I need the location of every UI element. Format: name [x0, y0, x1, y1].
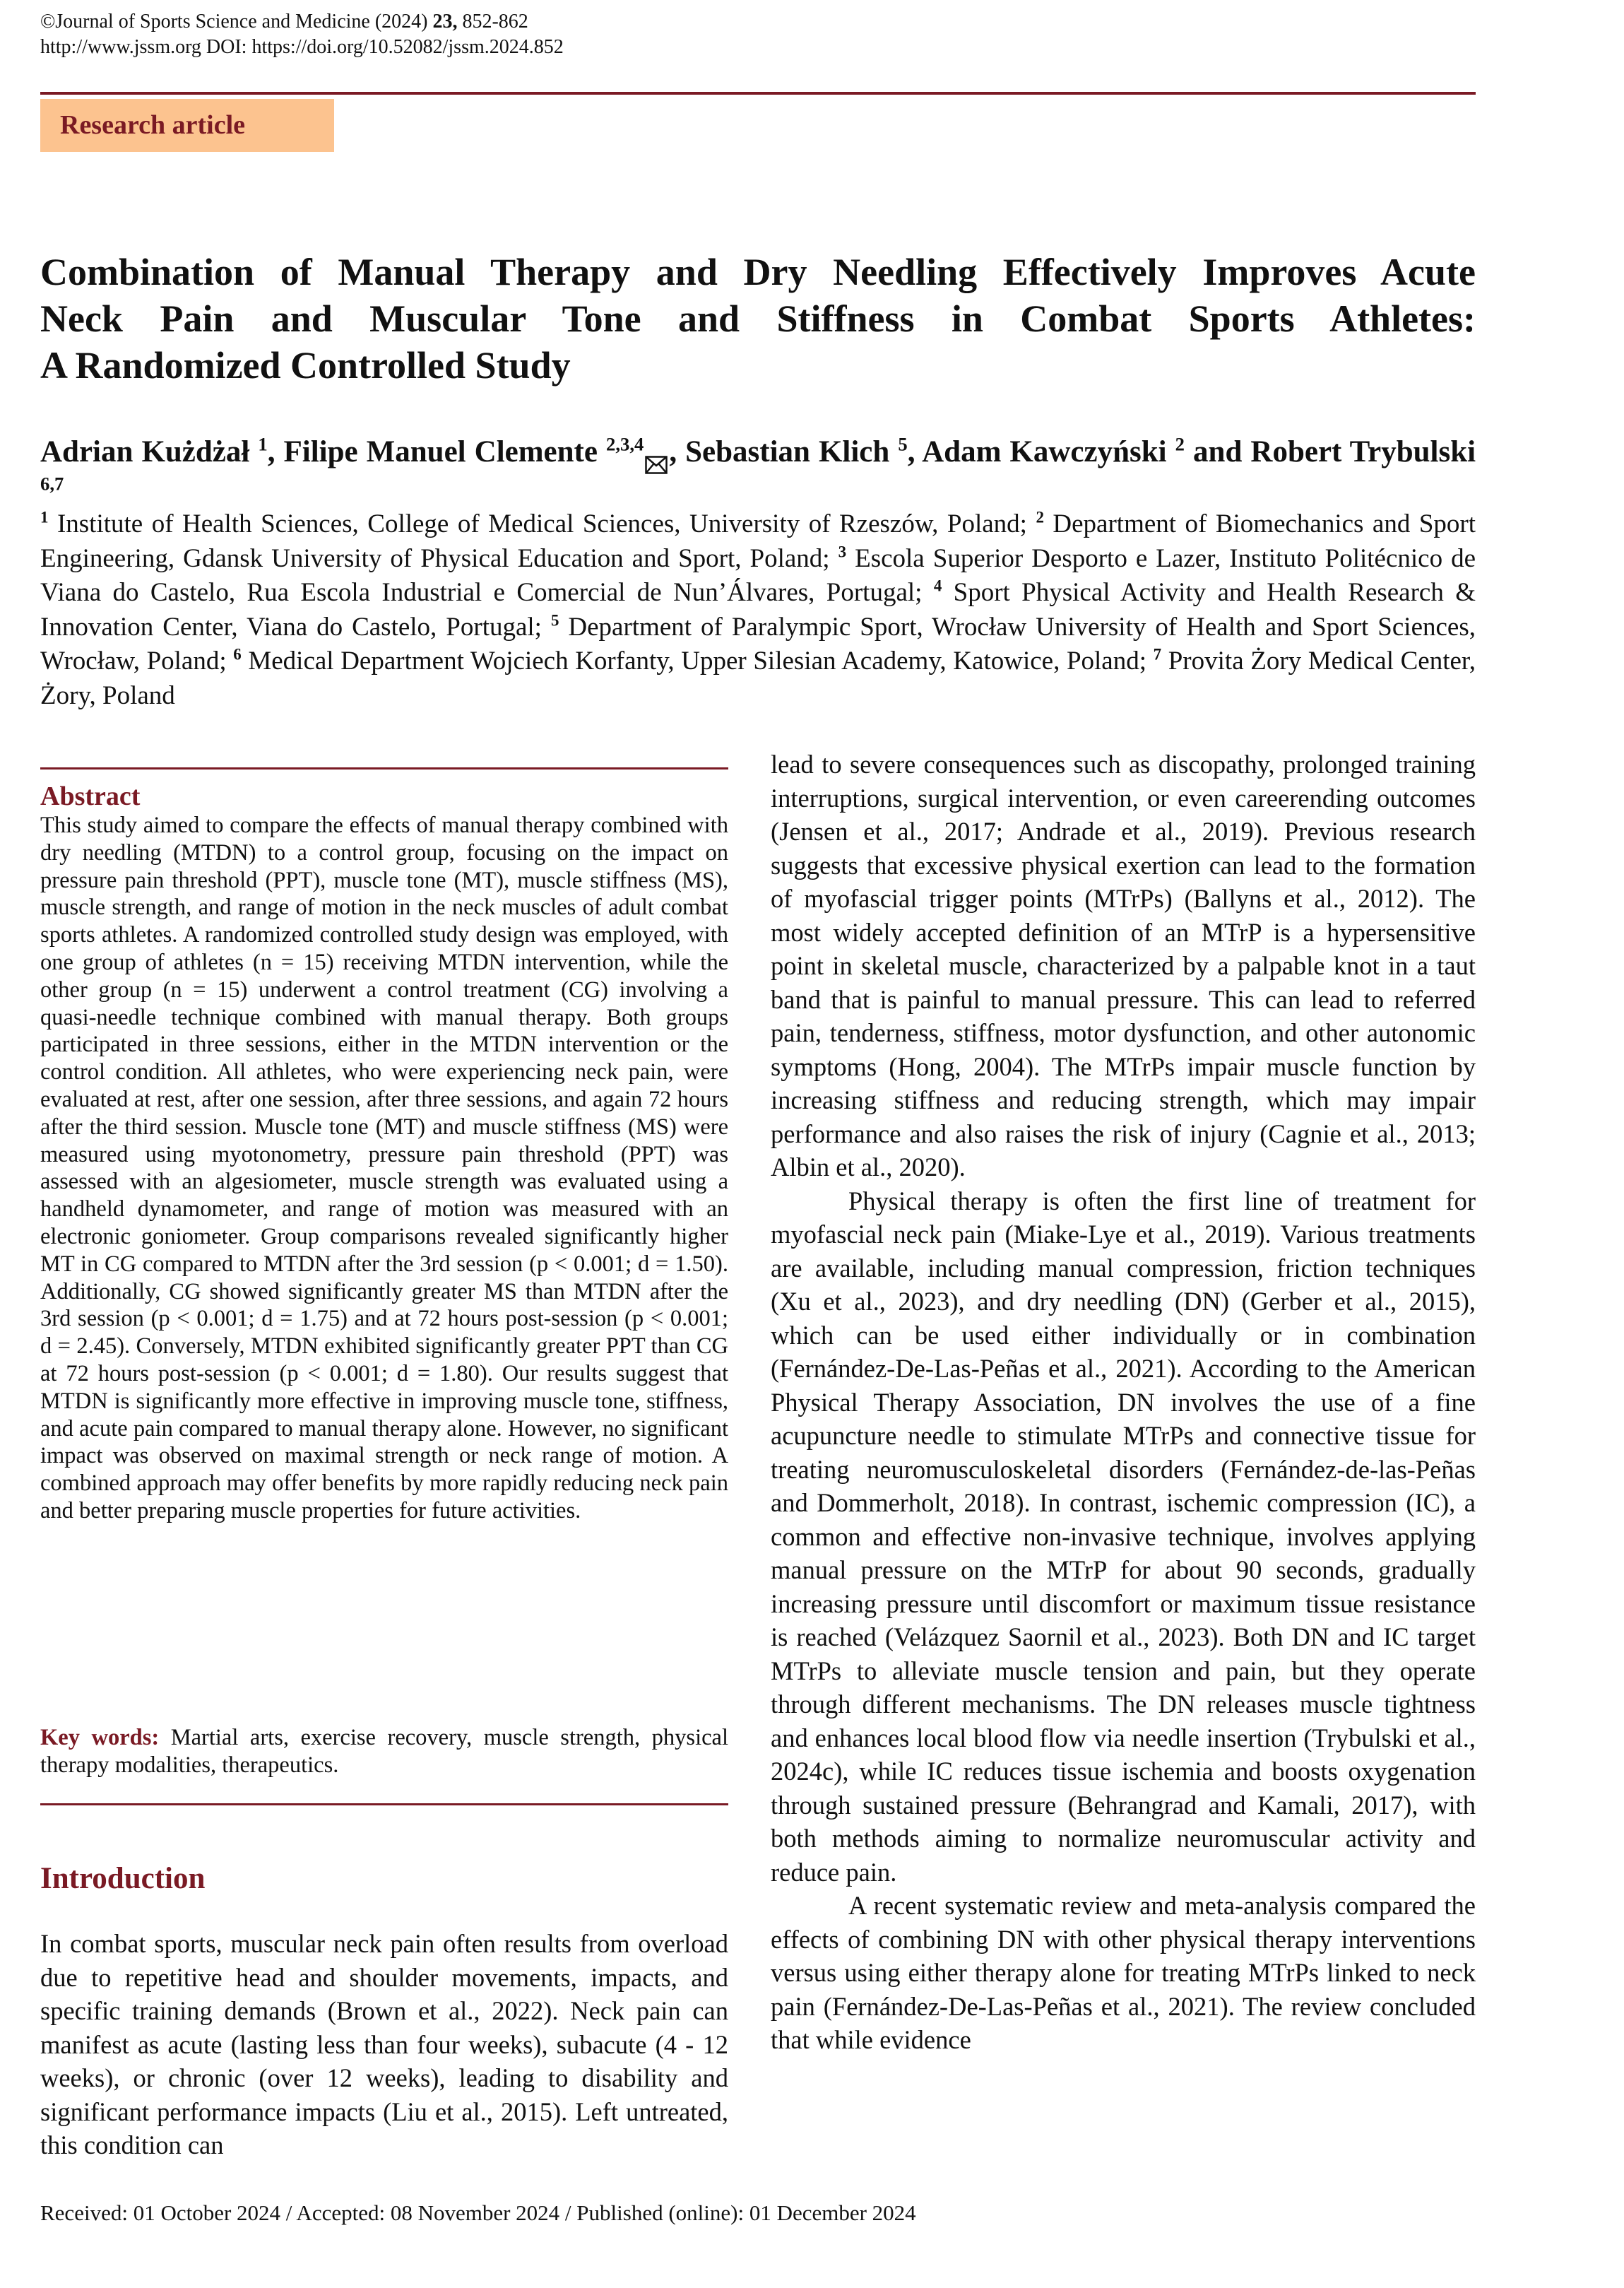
affiliation-mark: 7 — [1153, 645, 1162, 664]
title-line: Combination of Manual Therapy and Dry Needling Effectively Improves Acute — [40, 251, 1476, 293]
author-name: Filipe Manuel Clemente — [283, 435, 598, 468]
publication-dates: Received: 01 October 2024 / Accepted: 08 November 2024 / Published (online): 01 December 2024 — [40, 2200, 916, 2225]
journal-pages: 852-862 — [457, 11, 528, 33]
title-line: A Randomized Controlled Study — [40, 344, 571, 387]
affiliation-text: Provita Żory Medical Center, Żory, Poland — [40, 647, 1476, 710]
author-affiliation-mark: 1 — [258, 433, 268, 455]
affiliation-text: Escola Superior Desporto e Lazer, Instituto Politécnico de Viana do Castelo, Rua Escola Industrial e Comercial de Nun’Álvares, Portugal; — [40, 543, 1476, 607]
keywords-label: Key words: — [40, 1725, 160, 1750]
affiliation-mark: 5 — [550, 611, 559, 630]
abstract-section — [40, 781, 728, 1525]
keywords-text: Martial arts, exercise recovery, muscle strength, physical therapy modalities, therapeutics. — [40, 1725, 728, 1778]
affiliation-mark: 2 — [1036, 508, 1044, 526]
header-rule — [40, 92, 1476, 95]
author-affiliation-mark: 5 — [898, 433, 908, 455]
paragraph: lead to severe consequences such as discopathy, prolonged training interruptions, surgical intervention, or even careerending outcomes (Jensen et al., 2017; Andrade et al., 2019). Previous research suggests that excessive physical exertion can lead to the formation of myofascial trigger points (MTrPs) (Ballyns et al., 2012). The most widely accepted definition of an MTrP is a hypersensitive point in skeletal muscle, characterized by a palpable knot in a taut band that is painful to manual pressure. This can lead to referred pain, tenderness, stiffness, motor dysfunction, and other autonomic symptoms (Hong, 2004). The MTrPs impair muscle function by increasing stiffness and reducing strength, which may impair performance and also raises the risk of injury (Cagnie et al., 2013; Albin et al., 2020). — [771, 750, 1476, 1181]
affiliation-text: Institute of Health Sciences, College of Medical Sciences, University of Rzeszów, Poland; — [57, 509, 1027, 538]
affiliations — [40, 507, 1476, 713]
author-name: Robert Trybulski — [1250, 435, 1476, 468]
affiliation-text: Sport Physical Activity and Health Research & Innovation Center, Viana do Castelo, Portugal; — [40, 578, 1476, 642]
introduction-heading: Introduction — [40, 1862, 206, 1895]
doi-line[interactable]: http://www.jssm.org DOI: https://doi.org/10.52082/jssm.2024.852 — [40, 36, 564, 58]
affiliation-text: Department of Paralympic Sport, Wrocław University of Health and Sport Sciences, Wrocław, Poland; — [40, 612, 1476, 676]
introduction-paragraph — [40, 1927, 728, 2162]
article-title — [40, 249, 1476, 389]
envelope-icon[interactable] — [645, 445, 668, 464]
author-name: Adrian Kużdżał — [40, 435, 250, 468]
affiliation-text: Medical Department Wojciech Korfanty, Upper Silesian Academy, Katowice, Poland; — [248, 647, 1147, 676]
author-list: Adrian Kużdżał $^1$, Filipe Manuel Clemente $^{2,3,4}$ , Sebastian Klich $^5$, Adam Kawczyński $^2$ and Robert Trybulski $^{6,7}$ — [40, 433, 1476, 495]
affiliation-mark: 4 — [933, 577, 942, 595]
abstract-text: This study aimed to compare the effects of manual therapy combined with dry needling (MTDN) to a control group, focusing on the impact on pressure pain threshold (PPT), muscle tone (MT), muscle stiffness (MS), muscle strength, and range of motion in the neck muscles of adult combat sports athletes. A randomized controlled study design was employed, with one group of athletes (n = 15) receiving MTDN intervention, while the other group (n = 15) underwent a control treatment (CG) involving a quasi-needle technique combined with manual therapy. Both groups participated in three sessions, either in the MTDN intervention or the control condition. All athletes, who were experiencing neck pain, were evaluated at rest, after one session, after three sessions, and again 72 hours after the third session. Muscle tone (MT) and muscle stiffness (MS) were measured using myotonometry, pressure pain threshold (PPT) was assessed with an algesiometer, muscle strength was evaluated using a handheld dynamometer, and range of motion was measured with an electronic goniometer. Group comparisons revealed significantly higher MT in CG compared to MTDN after the 3rd session (p < 0.001; d = 1.50). Additionally, CG showed significantly greater MS than MTDN after the 3rd session (p < 0.001; d = 1.75) and at 72 hours post-session (p < 0.001; d = 2.45). Conversely, MTDN exhibited significantly greater PPT than CG at 72 hours post-session (p < 0.001; d = 1.80). Our results suggest that MTDN is significantly more effective in improving muscle tone, stiffness, and acute pain compared to manual therapy alone. However, no significant impact was observed on maximal strength or neck range of motion. A combined approach may offer benefits by more rapidly reducing neck pain and better preparing muscle properties for future activities. — [40, 813, 728, 1523]
author-affiliation-mark: 6,7 — [40, 473, 64, 495]
author-affiliation-mark: 2,3,4 — [606, 433, 644, 455]
title-line: Neck Pain and Muscular Tone and Stiffness in Combat Sports Athletes: — [40, 297, 1476, 340]
paragraph: Physical therapy is often the first line of treatment for myofascial neck pain (Miake-Lye et al., 2019). Various treatments are available, including manual compression, friction techniques (Xu et al., 2023), and dry needling (DN) (Gerber et al., 2015), which can be used either individually or in combination (Fernández-De-Las-Peñas et al., 2021). According to the American Physical Therapy Association, DN involves the use of a fine acupuncture needle to stimulate MTrPs and connective tissue for treating neuromusculoskeletal disorders (Fernández-de-las-Peñas and Dommerholt, 2018). In contrast, ischemic compression (IC), a common and effective non-invasive technique, involves applying manual pressure on the MTrP for about 90 seconds, gradually increasing pressure until discomfort or maximum tissue resistance is reached (Velázquez Saornil et al., 2023). Both DN and IC target MTrPs to alleviate muscle tension and pain, but they operate through different mechanisms. The DN releases muscle tightness and enhances local blood flow via needle insertion (Trybulski et al., 2024c), while IC reduces tissue ischemia and boosts oxygenation through sustained pressure (Behrangrad and Kamali, 2017), with both methods aiming to normalize neuromuscular activity and reduce pain. — [771, 1186, 1476, 1887]
author-affiliation-mark: 2 — [1175, 433, 1185, 455]
introduction-continued — [771, 748, 1476, 2057]
paragraph: A recent systematic review and meta-analysis compared the effects of combining DN with other physical therapy interventions versus using either therapy alone for treating MTrPs linked to neck pain (Fernández-De-Las-Peñas et al., 2021). The review concluded that while evidence — [771, 1891, 1476, 2054]
paragraph: In combat sports, muscular neck pain often results from overload due to repetitive head and shoulder movements, impacts, and specific training demands (Brown et al., 2022). Neck pain can manifest as acute (lasting less than four weeks), subacute (4 - 12 weeks), or chronic (over 12 weeks), leading to disability and significant performance impacts (Liu et al., 2015). Left untreated, this condition can — [40, 1929, 728, 2159]
affiliation-mark: 3 — [838, 543, 847, 561]
journal-citation — [40, 10, 528, 34]
author-name: Adam Kawczyński — [922, 435, 1167, 468]
affiliation-text: Department of Biomechanics and Sport Engineering, Gdansk University of Physical Education and Sport, Poland; — [40, 509, 1476, 573]
abstract-top-rule — [40, 767, 728, 769]
keywords-bottom-rule — [40, 1803, 728, 1805]
article-type-badge: Research article — [40, 99, 334, 152]
keywords — [40, 1724, 728, 1779]
affiliation-mark: 1 — [40, 508, 49, 526]
journal-volume: 23, — [432, 11, 458, 33]
abstract-heading: Abstract — [40, 782, 141, 811]
journal-name: ©Journal of Sports Science and Medicine (2024) — [40, 11, 433, 33]
affiliation-mark: 6 — [233, 645, 242, 664]
author-name: Sebastian Klich — [685, 435, 890, 468]
